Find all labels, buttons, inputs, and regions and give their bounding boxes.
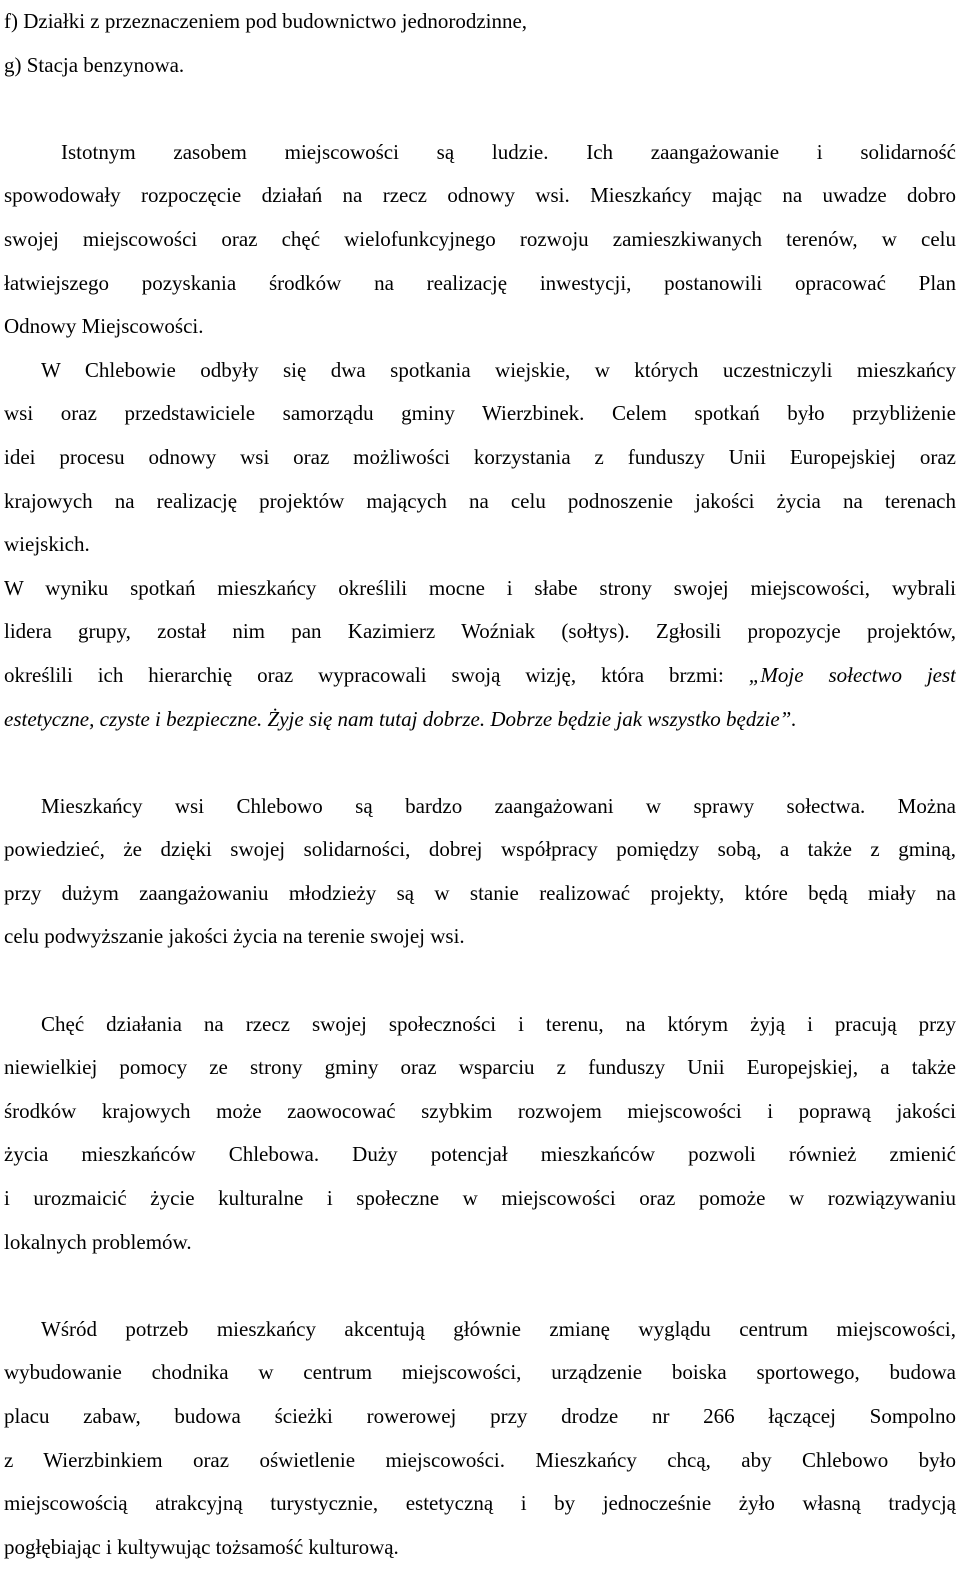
paragraph-line: placu zabaw, budowa ścieżki rowerowej przy drodze nr 266 łączącej Sompolno xyxy=(4,1404,956,1428)
vision-intro: określili ich hierarchię oraz wypracowali swoją wizję, która brzmi: xyxy=(4,662,749,687)
spacer xyxy=(4,959,956,1003)
paragraph-line: W Chlebowie odbyły się dwa spotkania wiejskie, w których uczestniczyli mieszkańcy xyxy=(41,357,956,382)
paragraph-line: lokalnych problemów. xyxy=(4,1229,192,1254)
paragraph-line: lidera grupy, został nim pan Kazimierz Woźniak (sołtys). Zgłosili propozycje projektów, xyxy=(4,619,956,644)
paragraph-engagement xyxy=(4,785,956,959)
document-page xyxy=(4,0,956,1569)
list-item: f) Działki z przeznaczeniem pod budownictwo jednorodzinne, xyxy=(4,9,528,33)
paragraph-line: miejscowością atrakcyjną turystycznie, estetyczną i by jednocześnie żyło własną tradycją xyxy=(4,1491,956,1516)
paragraph-line: Chęć działania na rzecz swojej społeczności i terenu, na którym żyją i pracują przy xyxy=(41,1011,956,1036)
paragraph-line: W wyniku spotkań mieszkańcy określili mocne i słabe strony swojej miejscowości, wybrali xyxy=(4,575,956,600)
paragraph-line: swojej miejscowości oraz chęć wielofunkcyjnego rozwoju zamieszkiwanych terenów, w celu xyxy=(4,226,956,251)
list-item: g) Stacja benzynowa. xyxy=(4,52,185,77)
paragraph-line: Wśród potrzeb mieszkańcy akcentują głównie zmianę wyglądu centrum miejscowości, xyxy=(41,1316,956,1341)
paragraph-line: niewielkiej pomocy ze strony gminy oraz wsparciu z funduszy Unii Europejskiej, a także xyxy=(4,1055,956,1080)
paragraph-line: krajowych na realizację projektów mających na celu podnoszenie jakości życia na terenach xyxy=(4,488,956,513)
paragraph-potential xyxy=(4,1003,956,1265)
paragraph-line: wsi oraz przedstawiciele samorządu gminy Wierzbinek. Celem spotkań było przybliżenie xyxy=(4,401,956,426)
paragraph-line: Mieszkańcy wsi Chlebowo są bardzo zaangażowani w sprawy sołectwa. Można xyxy=(41,793,956,818)
paragraph-line: wiejskich. xyxy=(4,532,90,557)
spacer xyxy=(4,87,956,131)
paragraph-line: wybudowanie chodnika w centrum miejscowości, urządzenie boiska sportowego, budowa xyxy=(4,1360,956,1385)
paragraph-line: i urozmaicić życie kulturalne i społeczne w miejscowości oraz pomoże w rozwiązywaniu xyxy=(4,1186,956,1211)
paragraph-line: środków krajowych może zaowocować szybkim rozwojem miejscowości i poprawą jakości xyxy=(4,1098,956,1123)
paragraph-people xyxy=(4,131,956,349)
vision-quote: estetyczne, czyste i bezpieczne. Żyje się nam tutaj dobrze. Dobrze będzie jak wszystko będzie”. xyxy=(4,706,797,731)
paragraph-line: pogłębiając i kultywując tożsamość kulturową. xyxy=(4,1534,399,1559)
paragraph-vision xyxy=(4,567,956,741)
paragraph-line: celu podwyższanie jakości życia na terenie swojej wsi. xyxy=(4,924,465,949)
paragraph-line: Odnowy Miejscowości. xyxy=(4,314,204,339)
list-section xyxy=(4,0,956,87)
paragraph-needs xyxy=(4,1308,956,1569)
paragraph-line: spowodowały rozpoczęcie działań na rzecz odnowy wsi. Mieszkańcy mając na uwadze dobro xyxy=(4,183,956,208)
paragraph-line xyxy=(4,654,956,698)
paragraph-line: życia mieszkańców Chlebowa. Duży potencjał mieszkańców pozwoli również zmienić xyxy=(4,1142,956,1167)
paragraph-line: Istotnym zasobem miejscowości są ludzie. Ich zaangażowanie i solidarność xyxy=(61,139,956,164)
paragraph-line: idei procesu odnowy wsi oraz możliwości korzystania z funduszy Unii Europejskiej oraz xyxy=(4,444,956,469)
paragraph-line: z Wierzbinkiem oraz oświetlenie miejscowości. Mieszkańcy chcą, aby Chlebowo było xyxy=(4,1447,956,1472)
vision-quote: „Moje sołectwo jest xyxy=(748,662,956,687)
paragraph-line xyxy=(4,698,956,742)
spacer xyxy=(4,1264,956,1308)
paragraph-line: przy dużym zaangażowaniu młodzieży są w stanie realizować projekty, które będą miały na xyxy=(4,880,956,905)
spacer xyxy=(4,741,956,785)
paragraph-line: łatwiejszego pozyskania środków na realizację inwestycji, postanowili opracować Plan xyxy=(4,270,956,295)
paragraph-meetings xyxy=(4,349,956,567)
paragraph-line: powiedzieć, że dzięki swojej solidarności, dobrej współpracy pomiędzy sobą, a także z gminą, xyxy=(4,837,956,862)
